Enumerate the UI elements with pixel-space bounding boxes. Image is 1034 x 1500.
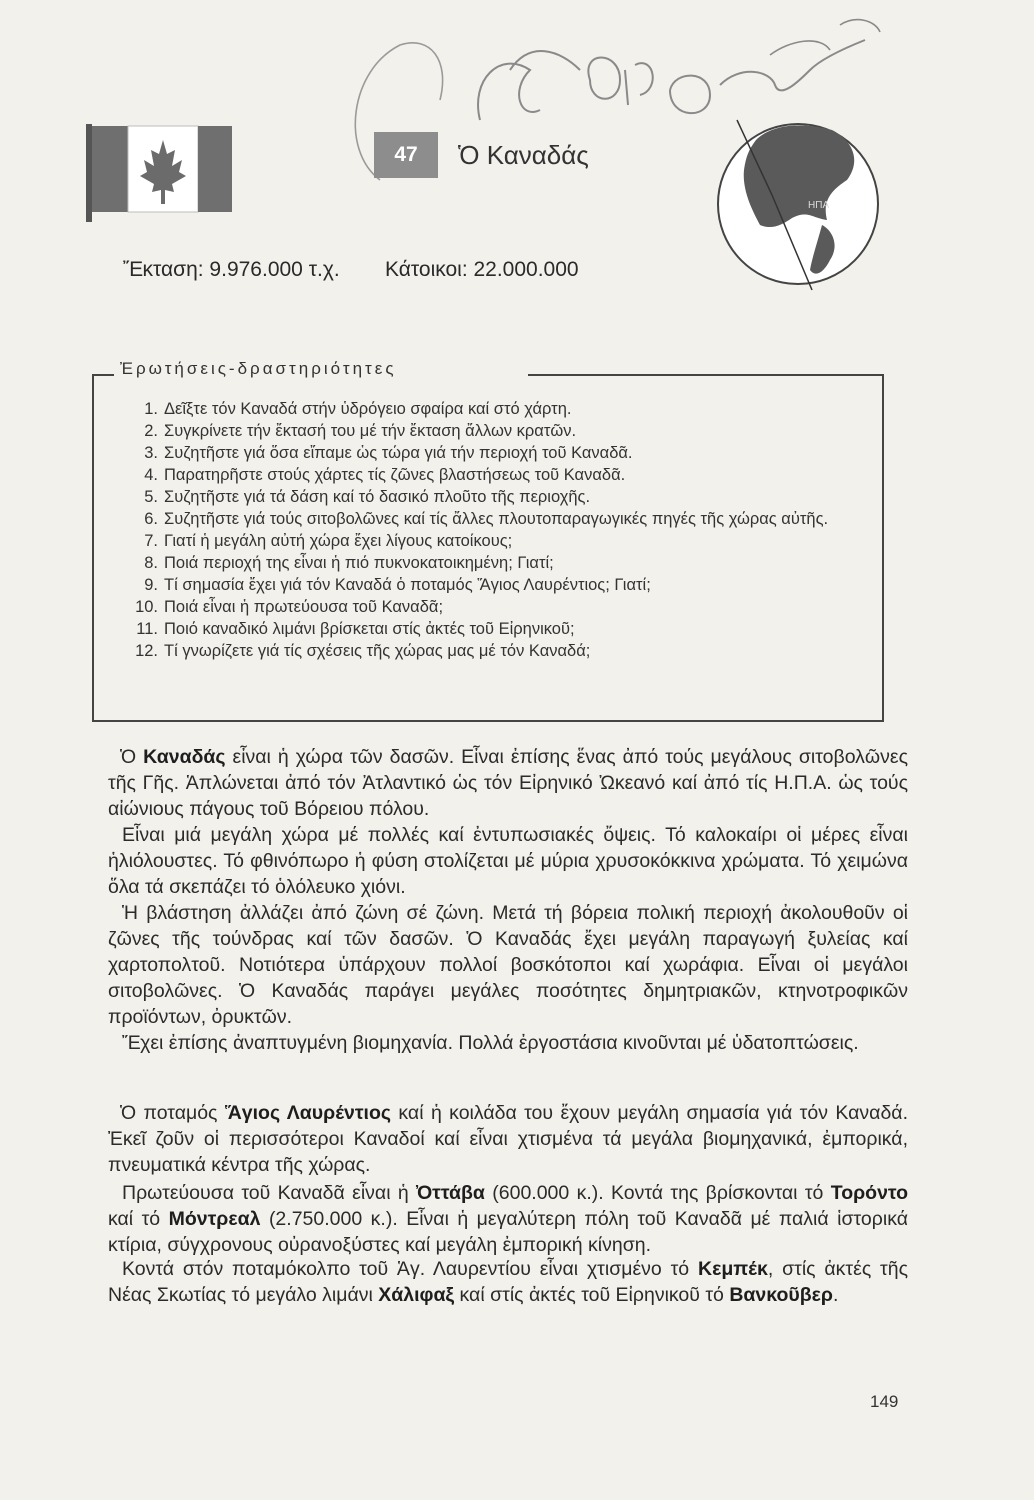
page-number: 149 <box>870 1392 899 1411</box>
lesson-number-badge: 47 <box>374 132 438 178</box>
list-item: 2. Συγκρίνετε τήν ἔκτασή του μέ τήν ἔκταση ἄλλων κρατῶν. <box>144 422 577 440</box>
body-paragraph-7: Κοντά στόν ποταμόκολπο τοῦ Ἁγ. Λαυρεντίου εἶναι χτισμένο τό Κεμπέκ, στίς ἀκτές τῆς Νέας Σκωτίας τό μεγάλο λιμάνι Χάλιφαξ καί στίς ἀκτές τοῦ Εἰρηνικοῦ τό Βανκοῦβερ. <box>108 1258 908 1306</box>
body-paragraph-5: Ὁ ποταμός Ἅγιος Λαυρέντιος καί ἡ κοιλάδα του ἔχουν μεγάλη σημασία γιά τόν Καναδά. Ἐκεῖ ζοῦν οἱ περισσότεροι Καναδοί καί εἶναι χτισμένα τά μεγάλα βιομηχανικά, ἐμπορικά, πνευματικά κέντρα τῆς χώρας. <box>108 1102 908 1176</box>
body-paragraph-3: Ἡ βλάστηση ἀλλάζει ἀπό ζώνη σέ ζώνη. Μετά τή βόρεια πολική περιοχή ἀκολουθοῦν οἱ ζῶνες τῆς τούνδρας καί τῶν δασῶν. Ὁ Καναδάς ἔχει μεγάλη παραγωγή ξυλείας καί χαρτοπολτοῦ. Νοτιότερα ὑπάρχουν πολλοί βοσκότοποι καί χωράφια. Εἶναι οἱ μεγάλοι σιτοβολῶνες. Ὁ Καναδάς παράγει μεγάλες ποσότητες δημητριακῶν, κτηνοτροφικῶν προϊόντων, ὀρυκτῶν. <box>108 902 908 1028</box>
list-item: 1. Δεῖξτε τόν Καναδά στήν ὑδρόγειο σφαίρα καί στό χάρτη. <box>144 400 572 418</box>
list-item: 4. Παρατηρῆστε στούς χάρτες τίς ζῶνες βλαστήσεως τοῦ Καναδᾶ. <box>144 466 626 484</box>
questions-box-top-right-border <box>528 374 882 376</box>
list-item: 8. Ποιά περιοχή της εἶναι ἡ πιό πυκνοκατοικημένη; Γιατί; <box>144 554 554 572</box>
list-item: 7. Γιατί ἡ μεγάλη αὐτή χώρα ἔχει λίγους κατοίκους; <box>144 532 513 550</box>
globe-icon <box>712 100 884 300</box>
population-stat: Κάτοικοι: 22.000.000 <box>385 258 579 281</box>
question-list <box>110 398 878 662</box>
questions-box-top-left-border <box>92 374 114 376</box>
list-item: 12. Τί γνωρίζετε γιά τίς σχέσεις τῆς χώρας μας μέ τόν Καναδά; <box>135 642 591 660</box>
list-item: 6. Συζητῆστε γιά τούς σιτοβολῶνες καί τίς ἄλλες πλουτοπαραγωγικές πηγές τῆς χώρας αὐτῆς. <box>144 510 829 528</box>
canada-flag-icon <box>84 112 234 222</box>
page-title: Ὁ Καναδάς <box>458 140 589 170</box>
body-paragraph-4: Ἔχει ἐπίσης ἀναπτυγμένη βιομηχανία. Πολλά ἐργοστάσια κινοῦνται μέ ὑδατοπτώσεις. <box>122 1032 859 1054</box>
list-item: 9. Τί σημασία ἔχει γιά τόν Καναδά ὁ ποταμός Ἅγιος Λαυρέντιος; Γιατί; <box>144 576 651 594</box>
questions-heading: Ἐρωτήσεις-δραστηριότητες <box>120 359 397 378</box>
body-paragraph-6: Πρωτεύουσα τοῦ Καναδᾶ εἶναι ἡ Ὀττάβα (600.000 κ.). Κοντά της βρίσκονται τό Τορόντο καί τό Μόντρεαλ (2.750.000 κ.). Εἶναι ἡ μεγαλύτερη πόλη τοῦ Καναδᾶ μέ παλιά ἱστορικά κτίρια, σύγχρονους οὐρανοξύστες καί μεγάλη ἐμπορική κίνηση. <box>108 1182 909 1256</box>
list-item: 3. Συζητῆστε γιά ὅσα εἴπαμε ὡς τώρα γιά τήν περιοχή τοῦ Καναδᾶ. <box>144 444 633 462</box>
list-item: 11. Ποιό καναδικό λιμάνι βρίσκεται στίς ἀκτές τοῦ Εἰρηνικοῦ; <box>136 620 575 638</box>
area-stat: Ἔκταση: 9.976.000 τ.χ. <box>123 258 340 281</box>
list-item: 5. Συζητῆστε γιά τά δάση καί τό δασικό πλοῦτο τῆς περιοχῆς. <box>144 488 591 506</box>
body-paragraph-1: Ὁ Καναδάς εἶναι ἡ χώρα τῶν δασῶν. Εἶναι ἐπίσης ἕνας ἀπό τούς μεγάλους σιτοβολῶνες τῆς Γῆς. Ἁπλώνεται ἀπό τόν Ἀτλαντικό ὡς τόν Εἰρηνικό Ὠκεανό καί ἀπό τίς Η.Π.Α. ὡς τούς αἰώνιους πάγους τοῦ Βόρειου πόλου. <box>108 746 908 820</box>
list-item: 10. Ποιά εἶναι ἡ πρωτεύουσα τοῦ Καναδᾶ; <box>135 598 444 616</box>
body-paragraph-2: Εἶναι μιά μεγάλη χώρα μέ πολλές καί ἐντυπωσιακές ὄψεις. Τό καλοκαίρι οἱ μέρες εἶναι ἡλιόλουστες. Τό φθινόπωρο ἡ φύση στολίζεται μέ μύρια χρυσοκόκκινα χρώματα. Τό χειμώνα ὅλα τά σκεπάζει τό ὁλόλευκο χιόνι. <box>108 824 908 898</box>
globe-label: ΗΠΑ <box>808 200 830 211</box>
